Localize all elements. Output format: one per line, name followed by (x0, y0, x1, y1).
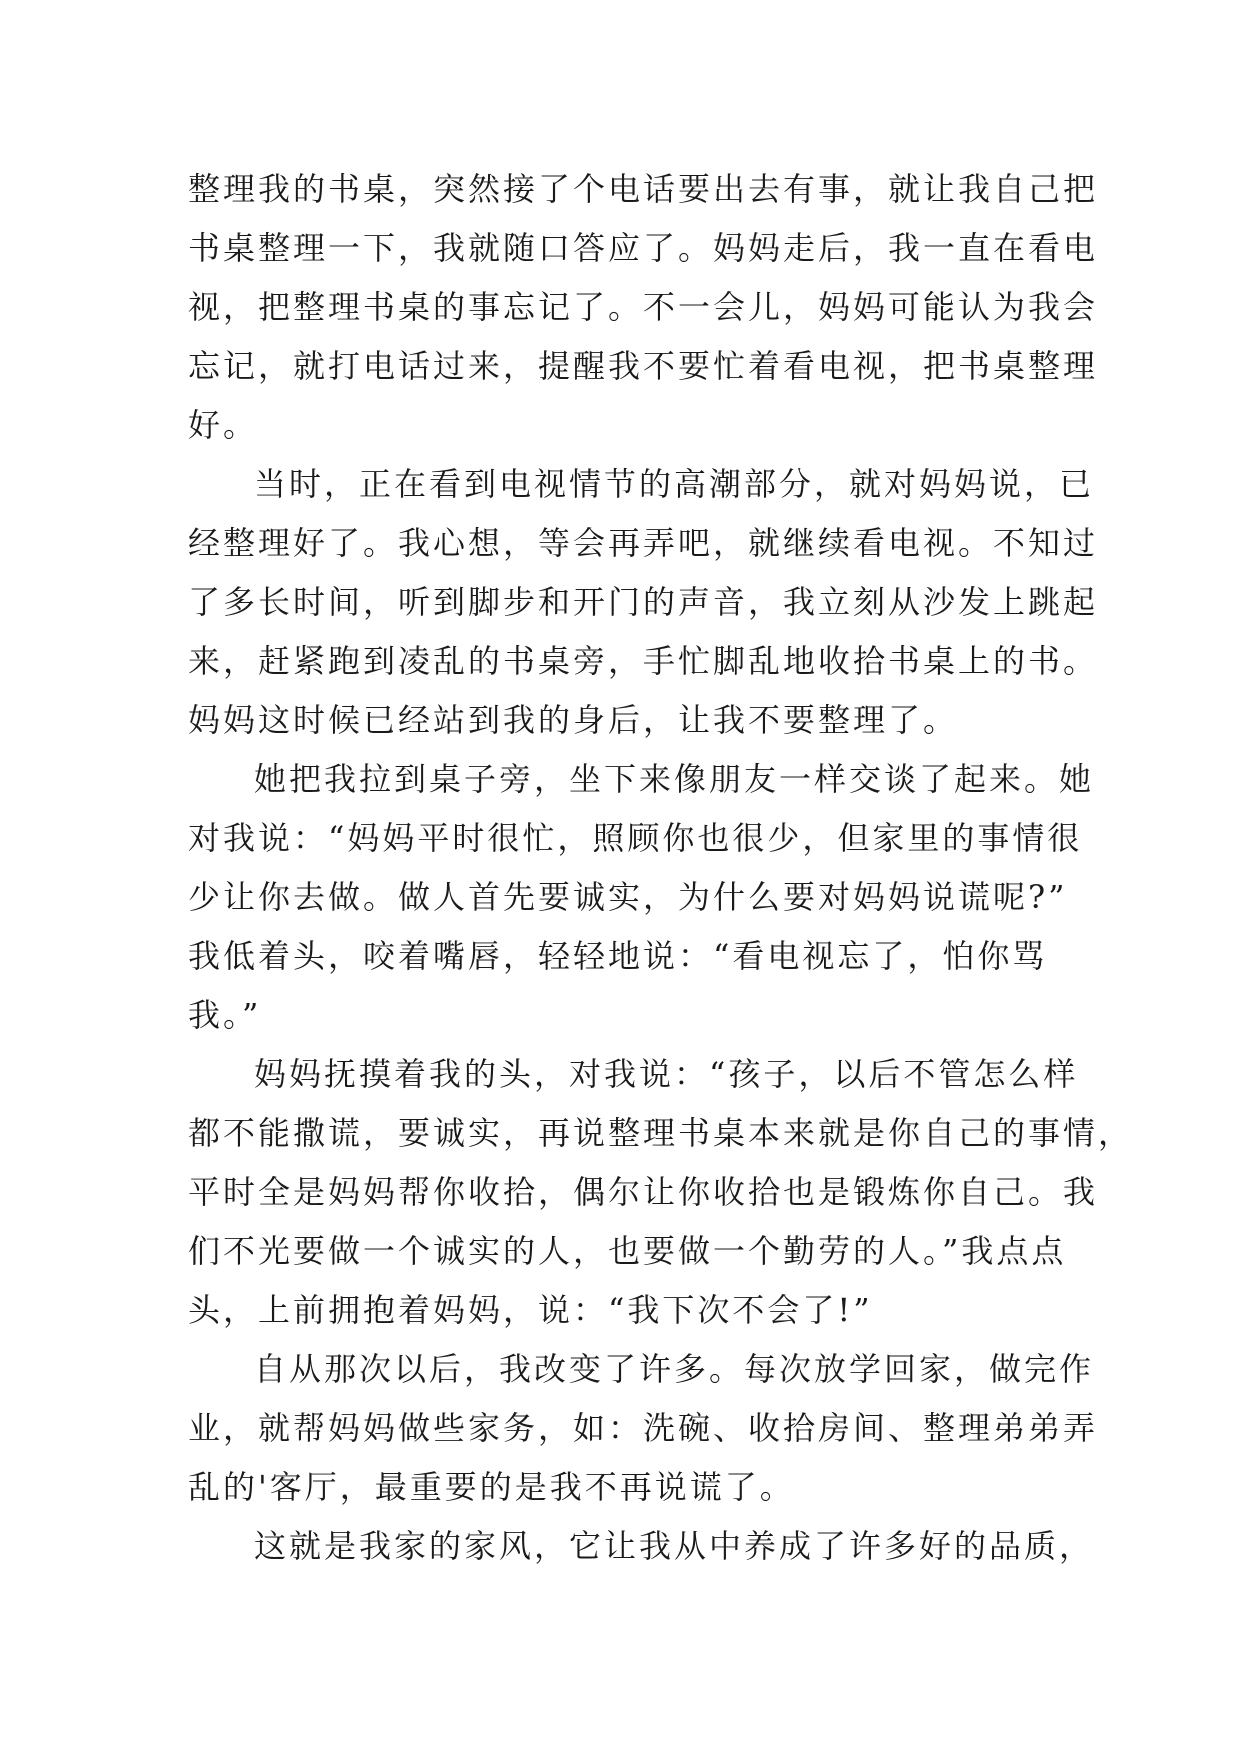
paragraph-4 (188, 1045, 1134, 1340)
text-line: 我低着头，咬着嘴唇，轻轻地说：“看电视忘了，怕你骂 (188, 937, 1048, 975)
text-line: 少让你去做。做人首先要诚实，为什么要对妈妈说谎呢?” (188, 878, 1068, 916)
paragraph-6 (188, 1517, 1095, 1576)
paragraph-1 (188, 160, 1099, 455)
text-line: 好。 (188, 406, 259, 444)
text-line: 我。” (188, 996, 262, 1034)
text-line: 业，就帮妈妈做些家务，如：洗碗、收拾房间、整理弟弟弄 (188, 1409, 1099, 1447)
text-line: 经整理好了。我心想，等会再弄吧，就继续看电视。不知过 (188, 524, 1099, 562)
text-line: 头，上前拥抱着妈妈，说：“我下次不会了!” (188, 1291, 873, 1329)
text-line: 视，把整理书桌的事忘记了。不一会儿，妈妈可能认为我会 (188, 288, 1099, 326)
paragraph-2 (188, 455, 1099, 750)
text-line: 自从那次以后，我改变了许多。每次放学回家，做完作 (254, 1350, 1095, 1388)
text-line: 们不光要做一个诚实的人，也要做一个勤劳的人。”我点点 (188, 1232, 1067, 1270)
text-line: 整理我的书桌，突然接了个电话要出去有事，就让我自己把 (188, 170, 1099, 208)
text-line: 来，赶紧跑到凌乱的书桌旁，手忙脚乱地收拾书桌上的书。 (188, 642, 1099, 680)
text-line: 书桌整理一下，我就随口答应了。妈妈走后，我一直在看电 (188, 229, 1099, 267)
text-line: 平时全是妈妈帮你收拾，偶尔让你收拾也是锻炼你自己。我 (188, 1173, 1099, 1211)
text-line: 对我说：“妈妈平时很忙，照顾你也很少，但家里的事情很 (188, 819, 1083, 857)
text-line: 她把我拉到桌子旁，坐下来像朋友一样交谈了起来。她 (254, 760, 1095, 798)
text-line: 当时，正在看到电视情节的高潮部分，就对妈妈说，已 (254, 465, 1095, 503)
paragraph-5 (188, 1340, 1099, 1517)
text-line: 这就是我家的家风，它让我从中养成了许多好的品质， (254, 1527, 1095, 1565)
paragraph-3 (188, 750, 1095, 1045)
text-line: 妈妈这时候已经站到我的身后，让我不要整理了。 (188, 701, 959, 739)
text-line: 了多长时间，听到脚步和开门的声音，我立刻从沙发上跳起 (188, 583, 1099, 621)
text-line: 都不能撒谎，要诚实，再说整理书桌本来就是你自己的事情， (188, 1114, 1134, 1152)
document-body (188, 160, 1134, 1576)
text-line: 妈妈抚摸着我的头，对我说：“孩子，以后不管怎么样 (254, 1055, 1079, 1093)
text-line: 乱的'客厅，最重要的是我不再说谎了。 (188, 1468, 795, 1506)
text-line: 忘记，就打电话过来，提醒我不要忙着看电视，把书桌整理 (188, 347, 1099, 385)
